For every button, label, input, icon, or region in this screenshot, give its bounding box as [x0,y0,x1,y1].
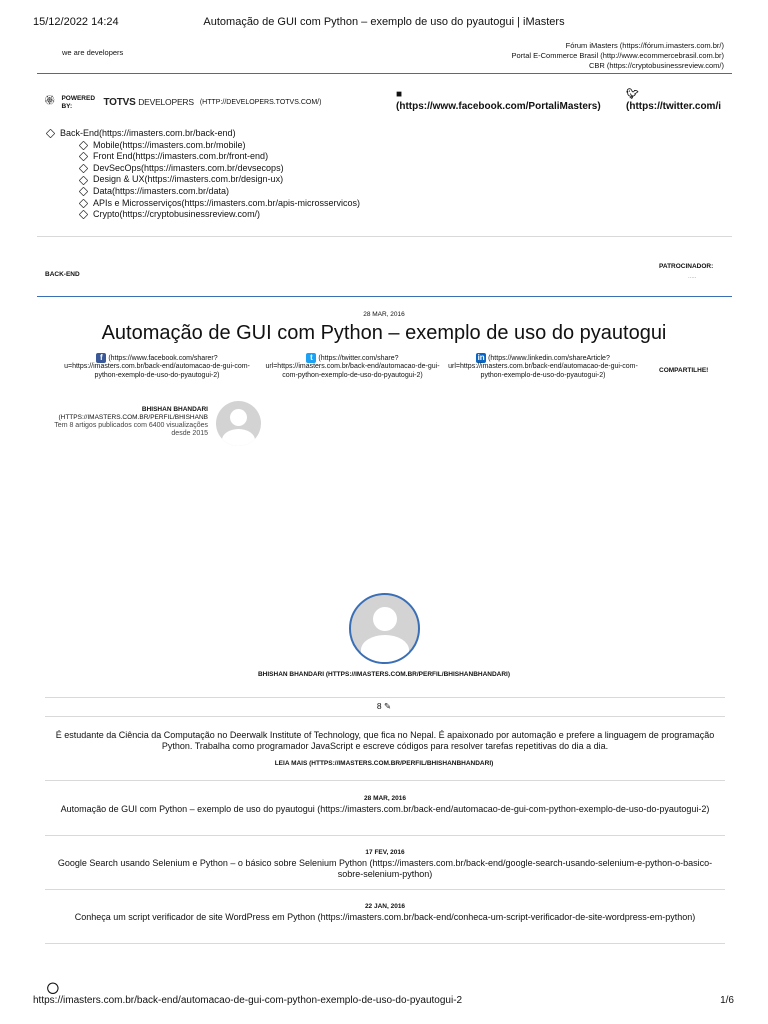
partial-logo-icon: ○ [45,974,61,994]
print-url: https://imasters.com.br/back-end/automacao-de-gui-com-python-exemplo-de-uso-do-pyautogui-2 [33,995,463,1006]
menu-item-front-end[interactable] [46,151,360,163]
totvs-developers-logo[interactable] [103,97,193,108]
menu-item-apis[interactable] [46,198,360,210]
menu-item-crypto[interactable] [46,209,360,221]
author-name[interactable]: BHISHAN BHANDARI [141,406,208,413]
author-profile-link[interactable]: (HTTPS://IMASTERS.COM.BR/PERFIL/BHISHANB [58,414,208,421]
article-count [0,701,768,712]
site-tagline: we are developers [62,48,124,57]
share-facebook-url: (https://www.facebook.com/sharer? u=https://imasters.com.br/back-end/automacao-de-gui-com-python-exemplo-de-uso-do-pyautogui-2) [64,354,250,379]
menu-item-back-end[interactable] [46,128,360,140]
linkedin-icon: in [477,353,485,362]
share-linkedin-url: (https://www.linkedin.com/shareArticle? url=https://imasters.com.br/back-end/automacao-de-gui-com-python-exemplo-de-uso-do-pyautogui-2) [448,354,638,379]
menu-divider [37,236,732,237]
post-date: 22 JAN, 2016 [364,903,406,910]
cube-icon [79,210,89,220]
twitter-link-text: (https://twitter.com/i [626,101,721,112]
powered-by-block [44,95,321,111]
print-page-number: 1/6 [720,995,734,1006]
post-title: Automação de GUI com Python – exemplo de uso do pyautogui (https://imasters.com.br/back-end/automacao-de-gui-com-python-exemplo-de-uso-do-pyautogui-2) [60,804,710,814]
twitter-icon: t [306,353,316,363]
facebook-icon: ■ [396,89,403,100]
partner-links [511,41,724,71]
bio-divider [45,780,725,781]
count-divider [45,716,725,717]
menu-item-label: Design & UX(https://imasters.com.br/design-ux) [93,174,284,185]
menu-item-data[interactable] [46,186,360,198]
share-twitter-url: (https://twitter.com/share? url=https://imasters.com.br/back-end/automacao-de-gui-com-python-exemplo-de-uso-do-pyautogui-2) [265,354,440,379]
author-stats: Tem 8 artigos publicados com 6400 visualizações desde 2015 [54,422,208,437]
menu-item-label: Front End(https://imasters.com.br/front-end) [93,151,269,162]
author-box-name[interactable]: BHISHAN BHANDARI (HTTPS://IMASTERS.COM.BR/PERFIL/BHISHANBHANDARI) [257,671,511,678]
category-menu [46,128,360,221]
print-datetime: 15/12/2022 14:24 [33,16,119,28]
facebook-link[interactable] [396,89,601,112]
partner-link-ecommerce[interactable]: Portal E-Commerce Brasil (http://www.ecommercebrasil.com.br) [511,51,724,60]
author-avatar-large[interactable] [349,593,420,664]
cube-icon [79,141,89,151]
cube-icon [79,175,89,185]
post-divider [45,835,725,836]
article-date: 28 MAR, 2016 [363,311,405,318]
share-linkedin[interactable] [448,353,638,380]
menu-item-label: DevSecOps(https://imasters.com.br/devsecops) [93,162,284,173]
cube-icon [79,187,89,197]
facebook-icon: f [96,353,106,363]
twitter-link[interactable] [626,89,721,112]
menu-item-label: Mobile(https://imasters.com.br/mobile) [93,139,246,150]
menu-item-label: Crypto(https://cryptobusinessreview.com/) [93,209,261,220]
section-label[interactable]: BACK-END [45,271,80,278]
pencil-icon: ✎ [383,701,392,711]
header-divider [37,73,732,74]
partner-link-forum[interactable]: Fórum iMasters (https://fórum.imasters.com.br/) [565,41,724,50]
cube-icon [79,199,89,209]
partner-link-cbr[interactable]: CBR (https://cryptobusinessreview.com/) [588,61,724,70]
post-title: Google Search usando Selenium e Python – o básico sobre Selenium Python (https://imasters.com.br/back-end/google-search-usando-selenium-e-python-o-basico-sobre-selenium-python) [57,858,713,879]
brand-light: DEVELOPERS [138,97,194,107]
totvs-url[interactable]: (HTTP://DEVELOPERS.TOTVS.COM/) [199,99,322,106]
post-divider [45,889,725,890]
read-more-link[interactable]: LEIA MAIS (HTTPS://IMASTERS.COM.BR/PERFIL/BHISHANBHANDARI) [274,760,494,767]
share-label: COMPARTILHE! [659,367,709,374]
sponsor-label: PATROCINADOR: [659,263,714,270]
article-count-value: 8 [376,701,382,711]
powered-by-label: POWERED BY: [61,95,96,110]
avatar[interactable] [216,401,261,446]
share-facebook[interactable] [62,353,252,380]
twitter-icon: 🐦︎ [626,89,639,100]
author-bio: É estudante da Ciência da Computação no Deerwalk Institute of Technology, que fica no Nepal. É apaixonado por automação e prefere a linguagem de programação Python. Trabalha como programador JavaScript e escreve códigos para resolver tarefas repetitivas do dia a dia. [55,730,715,751]
totvs-logo-icon: 🏵 [44,95,56,105]
list-item[interactable] [50,849,720,880]
share-twitter[interactable] [260,353,445,380]
article-title: Automação de GUI com Python – exemplo de uso do pyautogui [101,322,667,344]
post-title: Conheça um script verificador de site WordPress em Python (https://imasters.com.br/back-end/conheca-um-script-verificador-de-site-wordpress-em-python) [74,912,696,922]
article-author [48,406,208,438]
cube-icon [79,164,89,174]
cube-icon [46,129,56,139]
menu-item-label: Data(https://imasters.com.br/data) [93,185,230,196]
list-item[interactable] [50,795,720,815]
post-divider [45,943,725,944]
print-doc-title: Automação de GUI com Python – exemplo de uso do pyautogui | iMasters [203,16,565,28]
list-item[interactable] [50,903,720,923]
post-date: 28 MAR, 2016 [364,795,406,802]
menu-item-devsecops[interactable] [46,163,360,175]
menu-item-label: APIs e Microsserviços(https://imasters.com.br/apis-microsservicos) [93,197,361,208]
cube-icon [79,152,89,162]
facebook-link-text: (https://www.facebook.com/PortaliMasters) [396,101,601,112]
menu-item-design-ux[interactable] [46,174,360,186]
post-date: 17 FEV, 2016 [365,849,405,856]
menu-item-mobile[interactable] [46,140,360,152]
sponsor-logo-placeholder[interactable]: ..... [688,274,697,280]
menu-item-label: Back-End(https://imasters.com.br/back-end) [60,128,236,138]
section-divider [37,296,732,297]
brand-bold: TOTVS [103,97,136,108]
author-box-divider [45,697,725,698]
